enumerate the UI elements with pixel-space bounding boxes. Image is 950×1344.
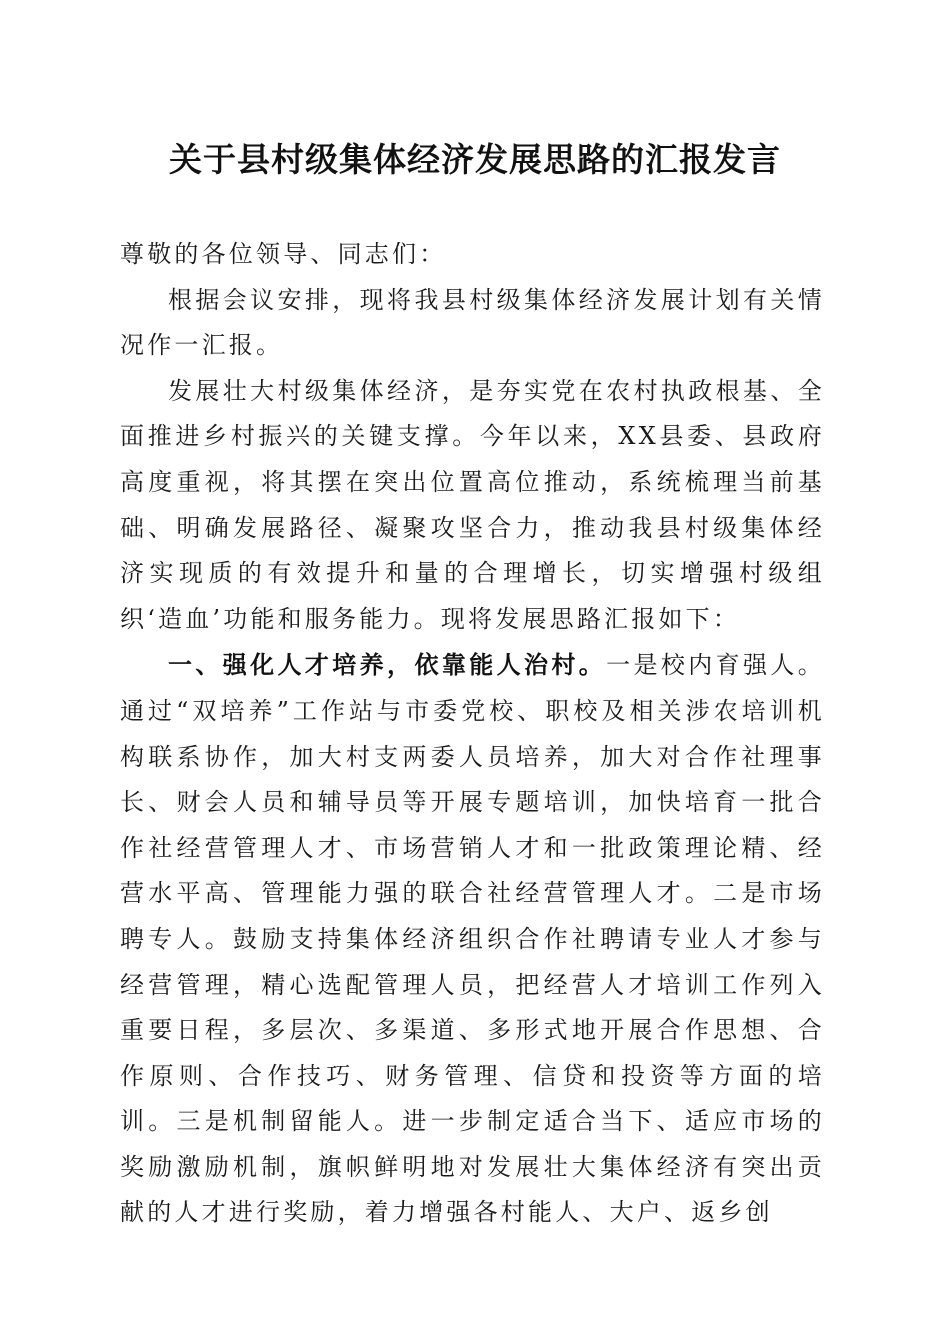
document-body [120, 232, 825, 1236]
paragraph-talent-cultivation [120, 642, 825, 1236]
salutation: 尊敬的各位领导、同志们： [120, 240, 447, 268]
paragraph-text: 发展壮大村级集体经济，是夯实党在农村执政根基、全面推进乡村振兴的关键支撑。今年以来，XX县委、县政府高度重视，将其摆在突出位置高位推动，系统梳理当前基础、明确发展路径、凝聚攻坚合力，推动我县村级集体经济实现质的有效提升和量的合理增长，切实增强村级组织‘造血’功能和服务能力。现将发展思路汇报如下： [120, 376, 825, 633]
paragraph-text: 根据会议安排，现将我县村级集体经济发展计划有关情况作一汇报。 [120, 285, 825, 360]
paragraph-development-overview [120, 369, 825, 643]
paragraph-text: 一是校内育强人。通过“双培养”工作站与市委党校、职校及相关涉农培训机构联系协作，加大村支两委人员培养，加大对合作社理事长、财会人员和辅导员等开展专题培训，加快培育一批合作社经营管理人才、市场营销人才和一批政策理论精、经营水平高、管理能力强的联合社经营管理人才。二是市场聘专人。鼓励支持集体经济组织合作社聘请专业人才参与经营管理，精心选配管理人员，把经营人才培训工作列入重要日程，多层次、多渠道、多形式地开展合作思想、合作原则、合作技巧、财务管理、信贷和投资等方面的培训。三是机制留能人。进一步制定适合当下、适应市场的奖励激励机制，旗帜鲜明地对发展壮大集体经济有突出贡献的人才进行奖励，着力增强各村能人、大户、返乡创 [120, 651, 825, 1227]
paragraph-meeting-arrangement [120, 278, 825, 369]
document-title: 关于县村级集体经济发展思路的汇报发言 [169, 140, 781, 179]
section-heading: 一、强化人才培养，依靠能人治村。 [168, 650, 607, 680]
